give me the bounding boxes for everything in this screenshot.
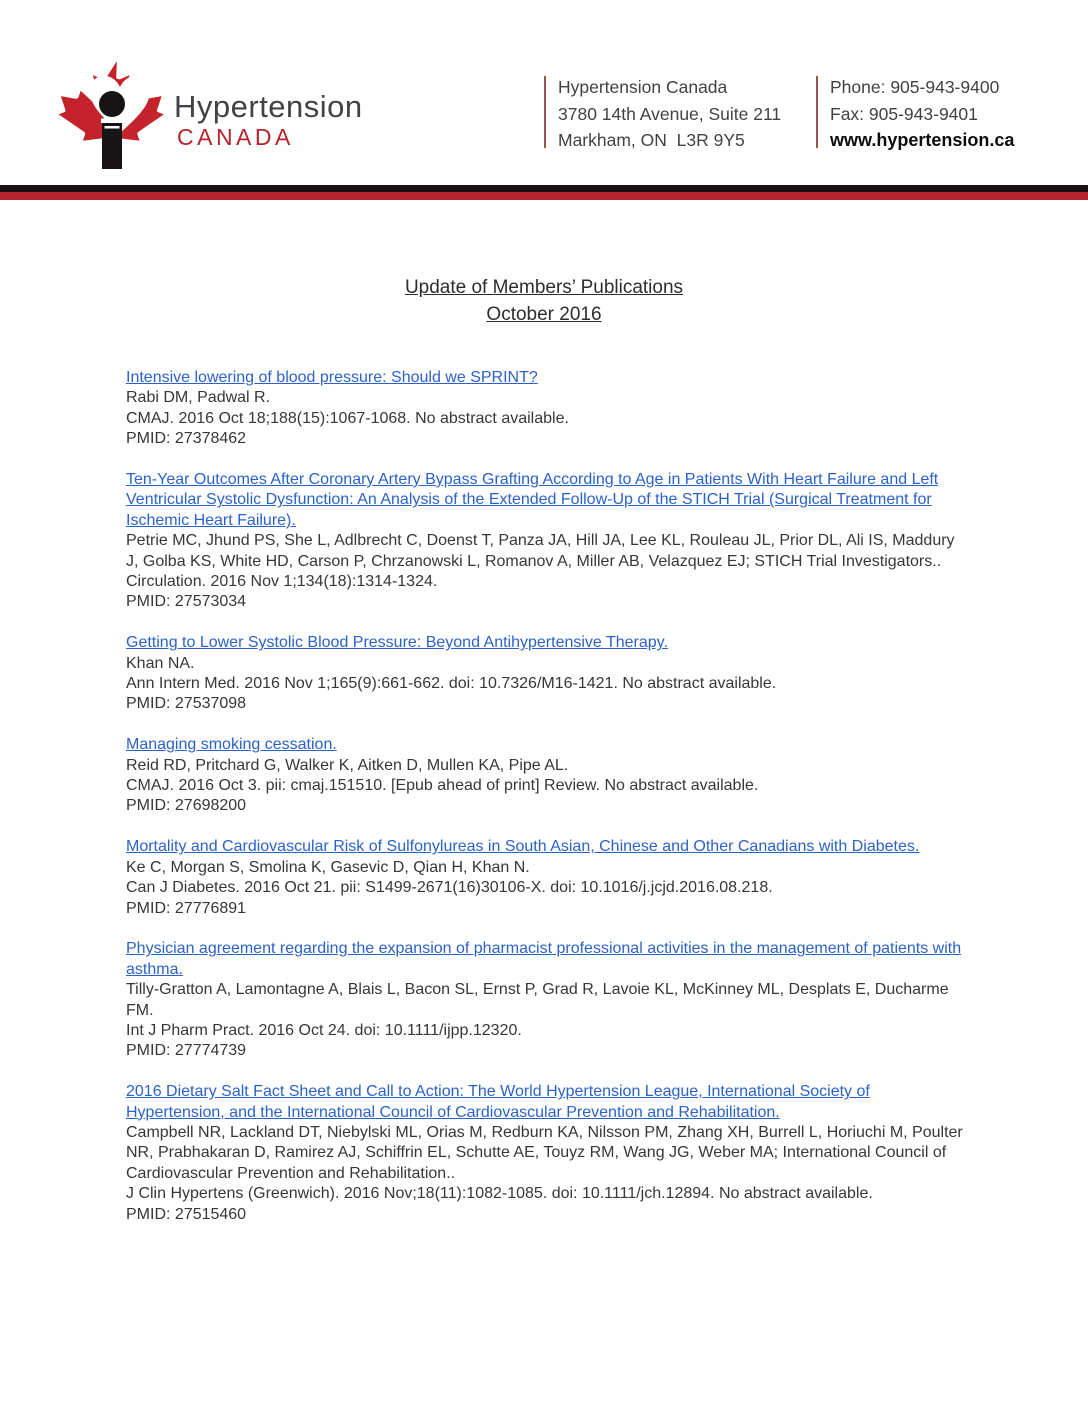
brand-name: Hypertension: [174, 89, 363, 124]
publication-authors: Tilly-Gratton A, Lamontagne A, Blais L, Bacon SL, Ernst P, Grad R, Lavoie KL, McKinney ML, Desplats E, Ducharme FM.: [126, 981, 949, 1019]
publication-pmid: PMID: 27774739: [126, 1042, 247, 1060]
publication-authors: Rabi DM, Padwal R.: [126, 389, 271, 407]
address-line-2: 3780 14th Avenue, Suite 211: [558, 103, 782, 124]
header-rule-red: [0, 192, 1088, 200]
publication-citation: Int J Pharm Pract. 2016 Oct 24. doi: 10.1111/ijpp.12320.: [126, 1021, 522, 1039]
publication-citation: Ann Intern Med. 2016 Nov 1;165(9):661-662. doi: 10.7326/M16-1421. No abstract available.: [126, 675, 777, 693]
publication-entry: [126, 470, 968, 613]
header-divider-right: [816, 76, 818, 148]
document-title-line1: Update of Members’ Publications: [404, 277, 684, 298]
publication-pmid: PMID: 27515460: [126, 1205, 247, 1223]
publication-title-link[interactable]: 2016 Dietary Salt Fact Sheet and Call to Action: The World Hypertension League, International Society of Hypertension, and the International Council of Cardiovascular Prevention and Rehabilitation.: [126, 1083, 870, 1121]
publication-pmid: PMID: 27698200: [126, 797, 247, 815]
publication-citation: CMAJ. 2016 Oct 18;188(15):1067-1068. No abstract available.: [126, 409, 569, 427]
publication-entry: [126, 368, 968, 450]
publication-citation: Can J Diabetes. 2016 Oct 21. pii: S1499-2671(16)30106-X. doi: 10.1016/j.jcjd.2016.08.218.: [126, 879, 773, 897]
address-line-1: Hypertension Canada: [558, 77, 728, 97]
publication-entry: [126, 837, 968, 919]
hypertension-canada-logo: [58, 53, 363, 173]
publication-authors: Reid RD, Pritchard G, Walker K, Aitken D, Mullen KA, Pipe AL.: [126, 756, 569, 774]
maple-leaf-person-icon: [58, 53, 168, 173]
publication-pmid: PMID: 27776891: [126, 899, 247, 917]
publication-title-link[interactable]: Intensive lowering of blood pressure: Should we SPRINT?: [126, 369, 538, 386]
address-line-3: Markham, ON L3R 9Y5: [558, 130, 745, 150]
publication-entry: [126, 633, 968, 715]
publication-authors: Khan NA.: [126, 654, 195, 672]
header-rule-black: [0, 185, 1088, 192]
fax-number: Fax: 905-943-9401: [830, 103, 978, 124]
publication-authors: Ke C, Morgan S, Smolina K, Gasevic D, Qian H, Khan N.: [126, 858, 530, 876]
document-title-line2: October 2016: [486, 304, 602, 325]
publications-list: [126, 368, 968, 1245]
publication-title-link[interactable]: Managing smoking cessation.: [126, 736, 337, 754]
publication-title-link[interactable]: Physician agreement regarding the expansion of pharmacist professional activities in the management of patients with asthma.: [126, 940, 962, 978]
contact-block: [830, 74, 1014, 154]
publication-title-link[interactable]: Ten-Year Outcomes After Coronary Artery Bypass Grafting According to Age in Patients With Heart Failure and Left Ventricular Systolic Dysfunction: An Analysis of the Extended Follow-Up of the STICH Trial (Surgical Treatment for Ischemic Heart Failure).: [126, 471, 939, 529]
address-block: [558, 74, 781, 154]
publication-pmid: PMID: 27378462: [126, 430, 247, 448]
publication-entry: [126, 939, 968, 1061]
brand-country: CANADA: [177, 124, 294, 150]
publication-pmid: PMID: 27537098: [126, 695, 247, 713]
publication-entry: [126, 735, 968, 817]
website-link[interactable]: www.hypertension.ca: [830, 130, 1015, 150]
publication-pmid: PMID: 27573034: [126, 593, 247, 611]
publication-title-link[interactable]: Mortality and Cardiovascular Risk of Sulfonylureas in South Asian, Chinese and Other Canadians with Diabetes.: [126, 838, 920, 856]
publication-citation: CMAJ. 2016 Oct 3. pii: cmaj.151510. [Epub ahead of print] Review. No abstract available.: [126, 777, 759, 795]
publication-authors: Petrie MC, Jhund PS, She L, Adlbrecht C, Doenst T, Panza JA, Hill JA, Lee KL, Rouleau JL, Prior DL, Ali IS, Maddury J, Golba KS, White HD, Carson P, Chrzanowski L, Romanov A, Miller AB, Velazquez EJ; STICH Trial Investigators..: [126, 532, 955, 570]
document-title: [0, 274, 1088, 328]
phone-number: Phone: 905-943-9400: [830, 77, 1000, 97]
header-divider-left: [544, 76, 546, 148]
publication-entry: [126, 1082, 968, 1225]
publication-authors: Campbell NR, Lackland DT, Niebylski ML, Orias M, Redburn KA, Nilsson PM, Zhang XH, Burrell L, Horiuchi M, Poulter NR, Prabhakaran D, Ramirez AJ, Schiffrin EL, Schutte AE, Touyz RM, Wang JG, Weber MA; International Council of Cardiovascular Prevention and Rehabilitation..: [126, 1123, 963, 1182]
header-rule: [0, 185, 1088, 200]
publication-citation: J Clin Hypertens (Greenwich). 2016 Nov;18(11):1082-1085. doi: 10.1111/jch.12894. No abstract available.: [126, 1185, 873, 1203]
publication-citation: Circulation. 2016 Nov 1;134(18):1314-1324.: [126, 573, 438, 591]
publication-title-link[interactable]: Getting to Lower Systolic Blood Pressure: Beyond Antihypertensive Therapy.: [126, 634, 668, 652]
logo-wordmark: [174, 53, 363, 149]
